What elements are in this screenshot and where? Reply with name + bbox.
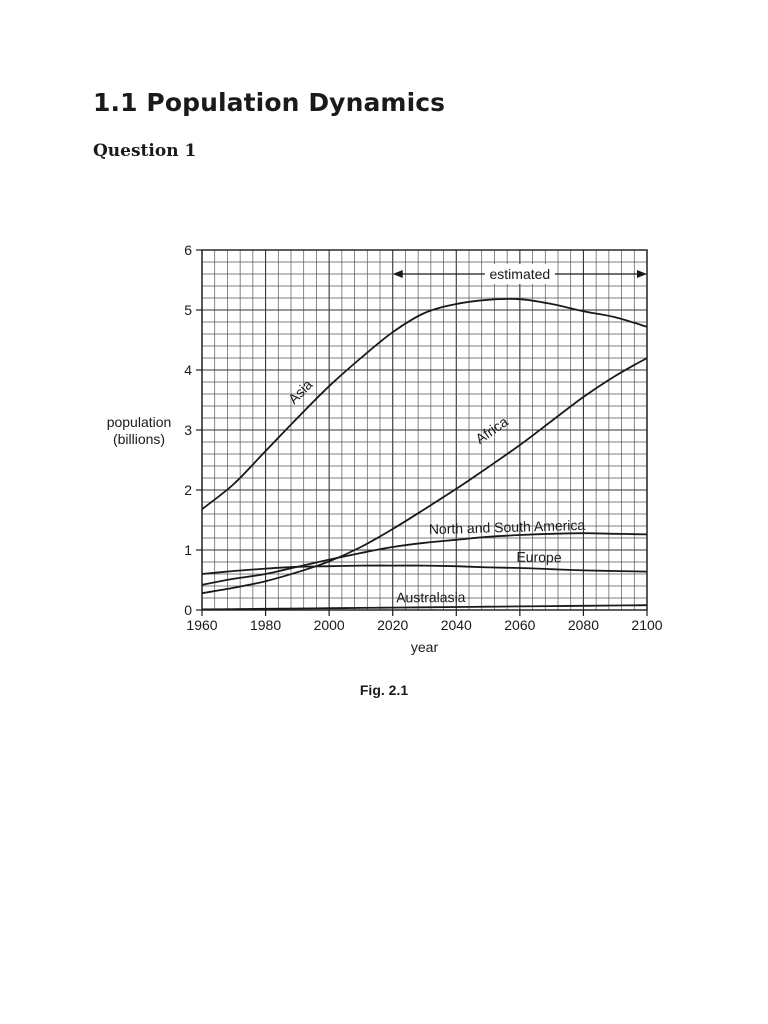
- chart-axes: [107, 242, 663, 655]
- estimated-arrowhead-right: [637, 270, 647, 278]
- x-tick-label: 2040: [440, 617, 472, 633]
- x-tick-label: 2060: [504, 617, 536, 633]
- x-tick-label: 2080: [567, 617, 600, 633]
- series-label-australasia: Australasia: [396, 589, 466, 606]
- chart-labels: [285, 264, 647, 605]
- question-heading: Question 1: [93, 141, 197, 161]
- y-tick-label: 2: [184, 482, 192, 498]
- series-label-north-and-south-america: North and South America: [428, 516, 586, 538]
- y-axis-label: population: [106, 414, 172, 430]
- series-line-north-and-south-america: [202, 533, 647, 585]
- series-line-australasia: [202, 605, 647, 609]
- figure-caption: Fig. 2.1: [359, 682, 409, 698]
- estimated-arrowhead-left: [393, 270, 403, 278]
- x-axis-label: year: [410, 639, 439, 655]
- series-label-asia: Asia: [284, 376, 316, 407]
- y-tick-label: 4: [184, 362, 192, 378]
- chart-grid: [202, 250, 647, 610]
- y-tick-label: 3: [184, 422, 192, 438]
- x-tick-label: 1960: [186, 617, 218, 633]
- series-line-africa: [202, 358, 647, 593]
- page-title: 1.1 Population Dynamics: [93, 88, 446, 117]
- x-tick-label: 2000: [313, 617, 345, 633]
- y-tick-label: 1: [184, 542, 192, 558]
- estimated-label: estimated: [489, 266, 551, 282]
- series-label-europe: Europe: [516, 548, 562, 566]
- y-tick-label: 0: [184, 602, 192, 618]
- y-tick-label: 6: [184, 242, 192, 258]
- y-tick-label: 5: [184, 302, 192, 318]
- x-tick-label: 2020: [377, 617, 409, 633]
- x-tick-label: 2100: [631, 617, 663, 633]
- series-label-africa: Africa: [472, 413, 511, 447]
- y-axis-label: (billions): [112, 431, 166, 447]
- x-tick-label: 1980: [249, 617, 282, 633]
